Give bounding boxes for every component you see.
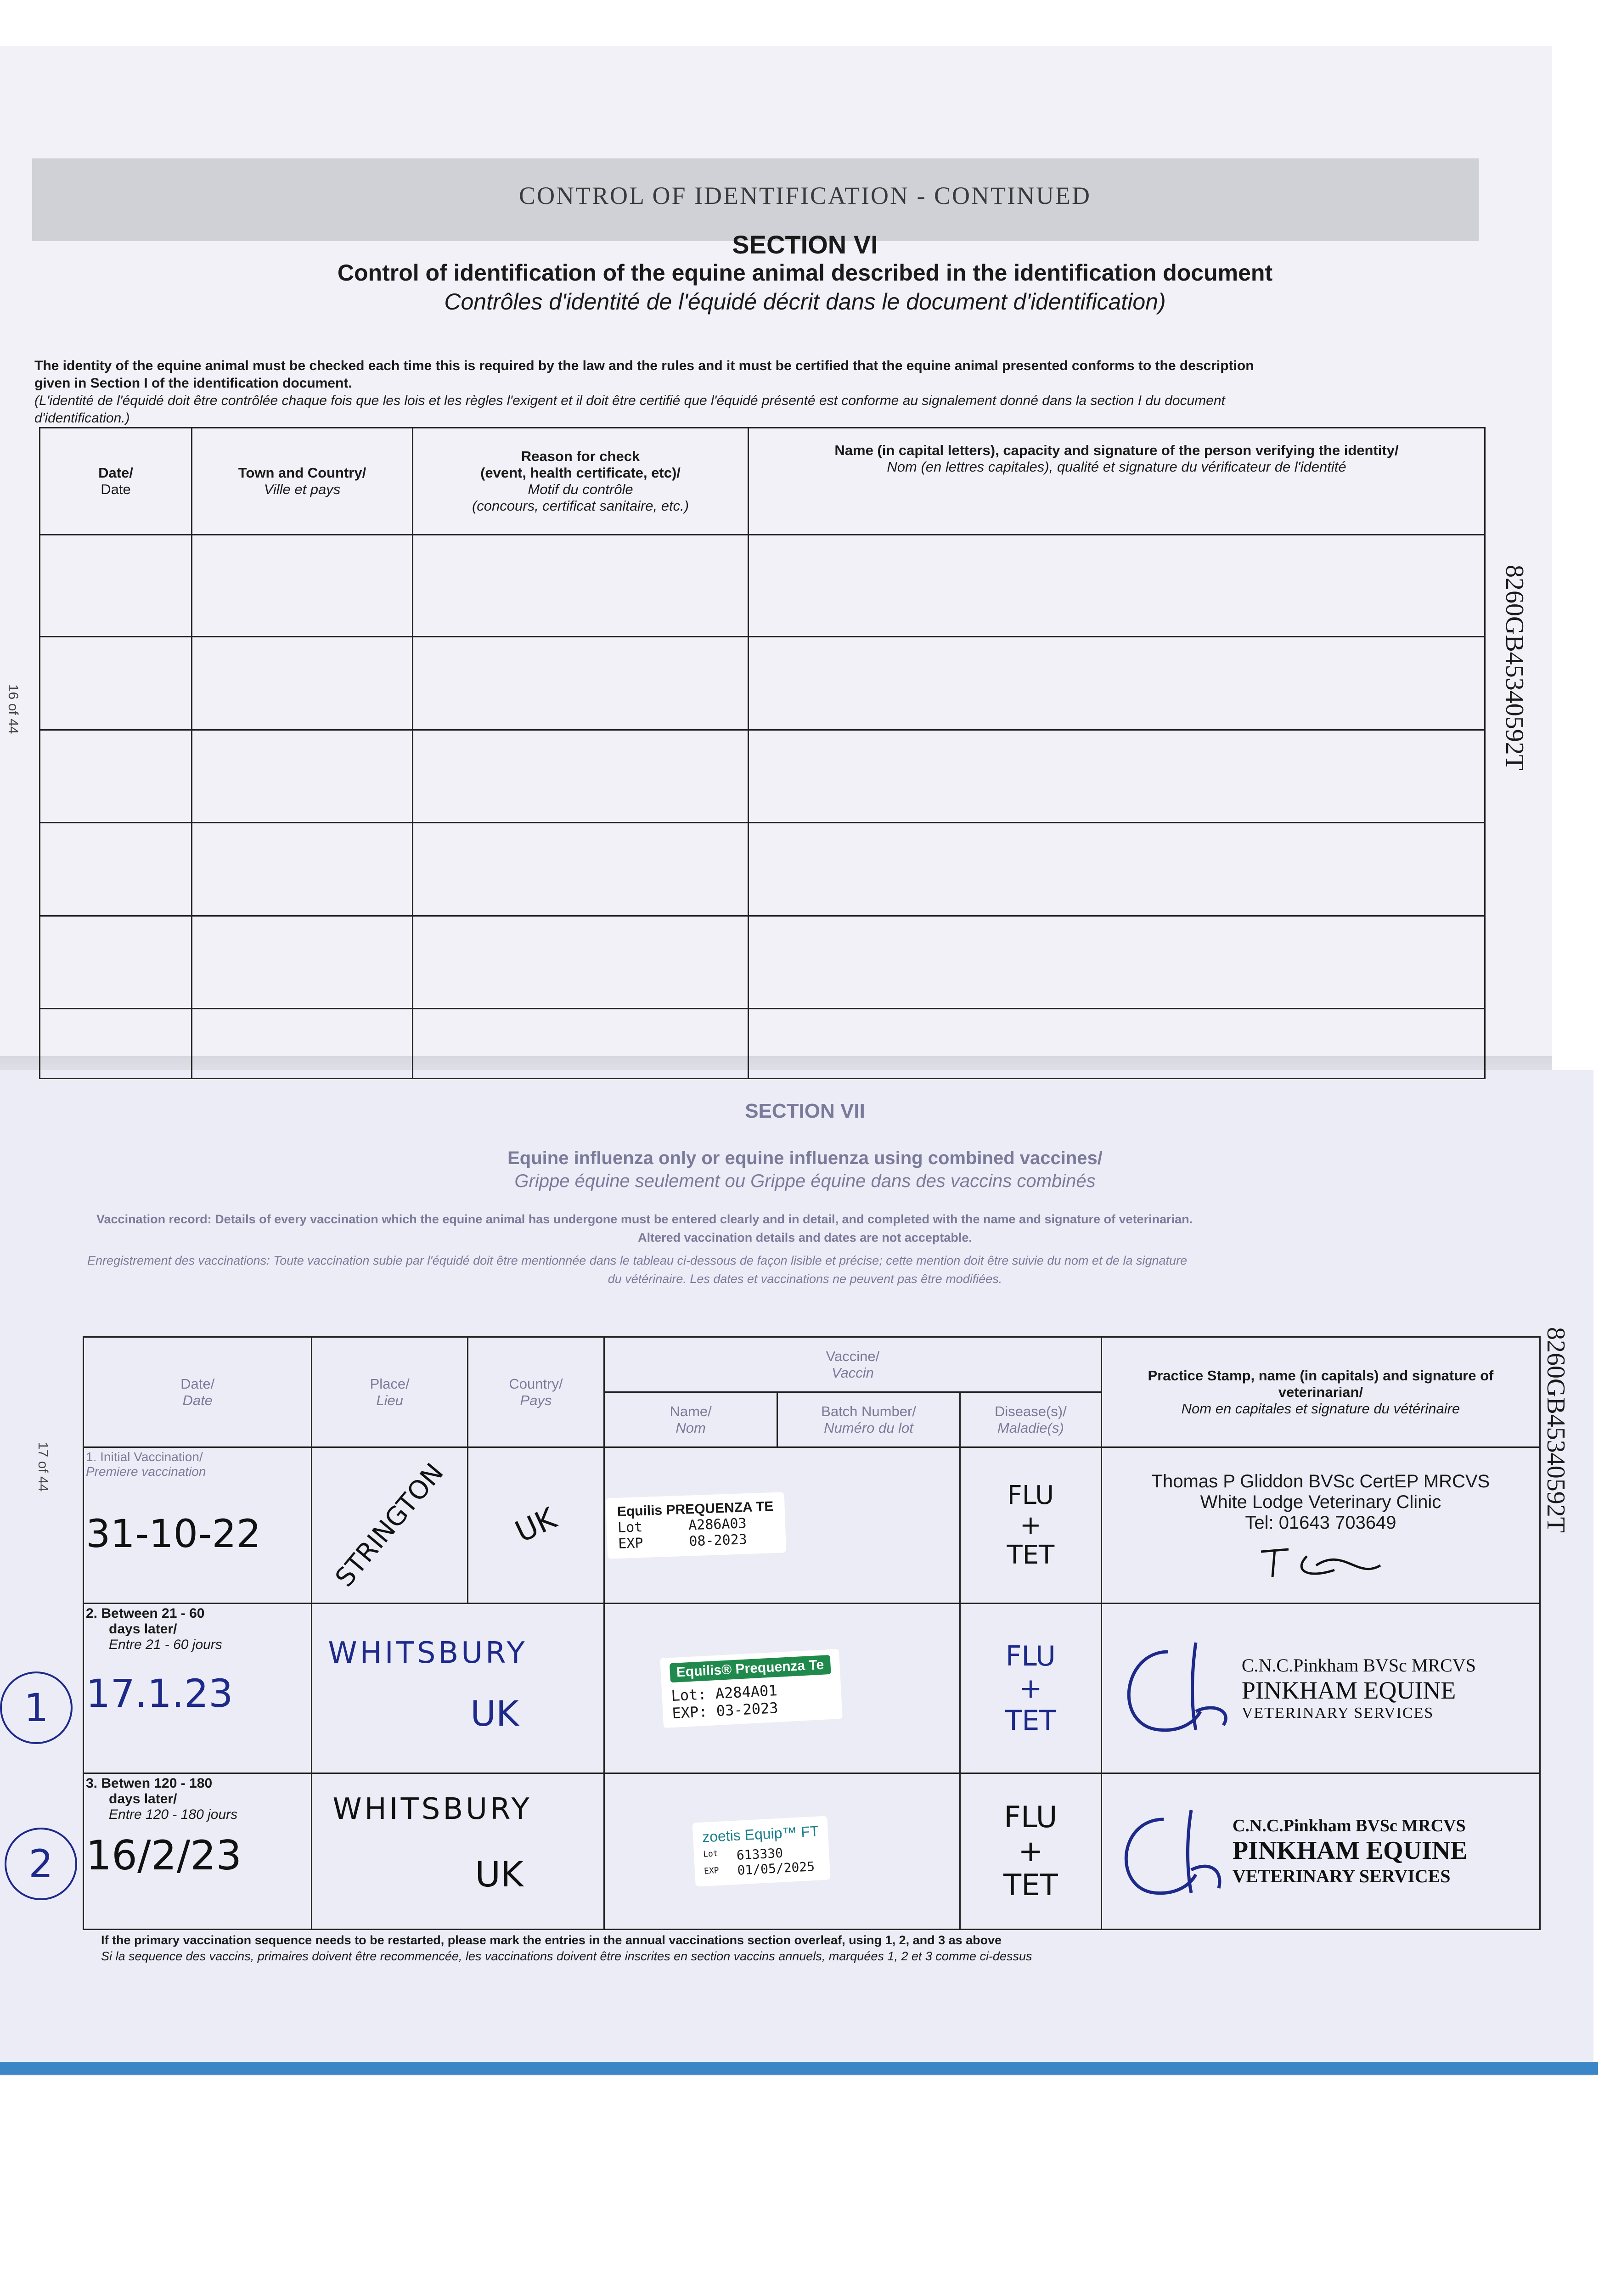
col-date <box>40 428 192 535</box>
sequence-circle-1: 1 <box>0 1671 73 1744</box>
row2-disease-plus: + <box>1019 1672 1042 1705</box>
col-date-fr: Date <box>101 481 131 497</box>
row1-vet-cell[interactable] <box>1101 1447 1540 1604</box>
row3-expiry: 01/05/2025 <box>737 1859 815 1878</box>
cell[interactable] <box>749 637 1485 730</box>
row2-disease-1: FLU <box>1005 1640 1056 1672</box>
vaccination-intro-fr-2: du vétérinaire. Les dates et vaccinations ne peuvent pas être modifiées. <box>608 1272 1002 1286</box>
table-row <box>40 637 1485 730</box>
cell[interactable] <box>749 535 1485 637</box>
row3-disease-plus: + <box>1018 1834 1043 1868</box>
cell[interactable] <box>413 1009 749 1079</box>
col-stamp-fr: Nom en capitales et signature du vétérinaire <box>1181 1400 1460 1417</box>
row1-date-cell[interactable] <box>84 1447 312 1604</box>
row3-vet-name: C.N.C.Pinkham BVSc MRCVS <box>1232 1816 1466 1835</box>
passport-number-bottom: 8260GB45340592T <box>1542 1327 1570 1533</box>
row3-lot-label: Lot <box>703 1848 719 1859</box>
section-vi-title: Control of identification of the equine animal described in the identification document <box>337 260 1273 286</box>
cell[interactable] <box>413 823 749 916</box>
col-reason-fr2: (concours, certificat sanitaire, etc.) <box>472 497 689 514</box>
row2-label-en-2: days later/ <box>109 1621 177 1637</box>
cell[interactable] <box>40 823 192 916</box>
row1-vet-signature <box>1252 1538 1390 1579</box>
col-date-fr: Date <box>182 1392 213 1408</box>
cell[interactable] <box>413 637 749 730</box>
intro-en-line1: The identity of the equine animal must be checked each time this is required by the law and the rules and it must be certified that the equine animal presented conforms to the description <box>34 358 1254 373</box>
row3-place-country-cell[interactable] <box>312 1773 604 1930</box>
intro-fr-line2: d'identification.) <box>34 411 130 426</box>
col-town-en: Town and Country/ <box>238 464 366 481</box>
row1-vet-tel: Tel: 01643 703649 <box>1245 1513 1396 1533</box>
col-date <box>84 1337 312 1447</box>
vaccination-intro-en-2: Altered vaccination details and dates are not acceptable. <box>638 1231 972 1244</box>
cell[interactable] <box>413 730 749 822</box>
table-row <box>40 916 1485 1008</box>
table-row <box>40 535 1485 637</box>
cell[interactable] <box>40 730 192 822</box>
identity-check-table <box>39 427 1486 1079</box>
row3-disease-2: TET <box>1003 1868 1058 1902</box>
row2-vaccine-sticker-cell[interactable] <box>604 1604 960 1773</box>
row3-date-cell[interactable] <box>84 1773 312 1930</box>
col-batch-fr: Numéro du lot <box>824 1419 913 1436</box>
col-name-fr: Nom <box>676 1419 706 1436</box>
col-place-en: Place/ <box>370 1375 410 1392</box>
cell[interactable] <box>40 1009 192 1079</box>
row2-place-country-cell[interactable] <box>312 1604 604 1773</box>
footnote-fr: Si la sequence des vaccins, primaires doivent être recommencée, les vaccinations doivent être inscrites en section vaccins annuels, marquées 1, 2 et 3 comme ci-dessus <box>101 1949 1032 1963</box>
row3-label-en: 3. Betwen 120 - 180 <box>86 1776 213 1791</box>
page-number-16: 16 of 44 <box>6 684 21 734</box>
col-batch-number <box>777 1392 960 1447</box>
row2-vet-name: C.N.C.Pinkham BVSc MRCVS <box>1241 1655 1476 1676</box>
col-verifier-fr: Nom (en lettres capitales), qualité et signature du vérificateur de l'identité <box>887 459 1346 475</box>
cell[interactable] <box>192 535 413 637</box>
intro-en-line2: given in Section I of the identification document. <box>34 376 352 391</box>
vaccination-row-1 <box>84 1447 1540 1604</box>
vaccination-intro-fr: Enregistrement des vaccinations: Toute vaccination subie par l'équidé doit être mentionnée dans le tableau ci-dessous de façon lisible et précise; cette mention doit être suivie du nom et de la signature <box>87 1254 1188 1267</box>
row1-expiry: 08-2023 <box>688 1531 748 1550</box>
row2-vaccine-sticker <box>660 1649 842 1728</box>
row3-vaccine-sticker <box>692 1816 831 1886</box>
col-disease <box>960 1392 1101 1447</box>
cell[interactable] <box>413 916 749 1008</box>
row2-country: UK <box>470 1693 519 1734</box>
col-reason-en: Reason for check <box>521 448 640 464</box>
row1-lot-label: Lot <box>617 1519 643 1536</box>
col-town-country <box>192 428 413 535</box>
cell[interactable] <box>749 823 1485 916</box>
row3-country: UK <box>475 1854 524 1895</box>
passport-number-top: 8260GB45340592T <box>1500 565 1529 771</box>
row3-vet-services: VETERINARY SERVICES <box>1232 1866 1451 1886</box>
row1-place-cell[interactable] <box>312 1447 468 1604</box>
row3-label-en-2: days later/ <box>109 1791 177 1806</box>
col-disease-fr: Maladie(s) <box>997 1419 1064 1436</box>
row2-label-en: 2. Between 21 - 60 <box>86 1606 205 1621</box>
col-reason <box>413 428 749 535</box>
row2-disease-2: TET <box>1005 1704 1056 1737</box>
row2-vet-clinic: PINKHAM EQUINE <box>1241 1677 1456 1704</box>
vaccination-row-3 <box>84 1773 1540 1930</box>
row2-label-fr: Entre 21 - 60 jours <box>109 1637 222 1652</box>
cell[interactable] <box>192 823 413 916</box>
col-place <box>312 1337 468 1447</box>
row1-country: UK <box>510 1501 562 1549</box>
row3-disease-1: FLU <box>1004 1800 1058 1835</box>
row2-batch-number: Lot: A284A01 <box>670 1681 778 1705</box>
col-name-en: Name/ <box>670 1403 712 1419</box>
col-vaccine-en: Vaccine/ <box>826 1348 880 1364</box>
cell[interactable] <box>749 916 1485 1008</box>
table-row <box>40 1009 1485 1079</box>
row3-vaccine-sticker-cell[interactable] <box>604 1773 960 1930</box>
identity-check-header <box>40 428 1485 535</box>
row2-place: WHITSBURY <box>328 1636 528 1670</box>
row2-date-cell[interactable] <box>84 1604 312 1773</box>
col-country-fr: Pays <box>520 1392 552 1408</box>
row1-vet-name: Thomas P Gliddon BVSc CertEP MRCVS <box>1151 1471 1490 1491</box>
row2-disease-cell[interactable] <box>960 1604 1101 1773</box>
row3-disease-cell[interactable] <box>960 1773 1101 1930</box>
cell[interactable] <box>192 916 413 1008</box>
cell[interactable] <box>192 1009 413 1079</box>
row1-vet-clinic: White Lodge Veterinary Clinic <box>1200 1492 1441 1512</box>
col-country-en: Country/ <box>509 1375 563 1392</box>
col-practice-stamp <box>1101 1337 1540 1447</box>
section-vii-subtitle: Grippe équine seulement ou Grippe équine dans des vaccins combinés <box>514 1171 1096 1191</box>
row3-date: 16/2/23 <box>86 1832 242 1879</box>
col-stamp-en: Practice Stamp, name (in capitals) and signature of veterinarian/ <box>1148 1367 1494 1400</box>
col-vaccine-fr: Vaccin <box>831 1364 874 1381</box>
row1-disease-2: TET <box>1007 1540 1055 1570</box>
row3-vet-clinic: PINKHAM EQUINE <box>1232 1836 1468 1865</box>
col-date-en: Date/ <box>180 1375 215 1392</box>
vaccination-table <box>83 1336 1541 1930</box>
cell[interactable] <box>192 637 413 730</box>
row1-disease-1: FLU <box>1007 1480 1054 1510</box>
cell[interactable] <box>40 637 192 730</box>
col-country <box>468 1337 604 1447</box>
row2-vet-signature <box>1104 1633 1242 1744</box>
cell[interactable] <box>40 916 192 1008</box>
col-batch-en: Batch Number/ <box>821 1403 916 1419</box>
row2-vaccine-name: Equilis® Prequenza Te <box>670 1654 831 1682</box>
row1-disease-plus: + <box>1019 1510 1041 1540</box>
section-vii-title: Equine influenza only or equine influenza using combined vaccines/ <box>507 1148 1103 1168</box>
row2-date: 17.1.23 <box>86 1671 233 1716</box>
intro-fr-line1: (L'identité de l'équidé doit être contrôlée chaque fois que les lois et les règles l'exigent et il doit être certifié que l'équidé présenté est conforme au signalement donné dans la section I du document <box>34 393 1225 408</box>
row3-label-fr: Entre 120 - 180 jours <box>109 1807 238 1822</box>
col-vaccine <box>604 1337 1101 1392</box>
row2-expiry: EXP: 03-2023 <box>671 1699 779 1722</box>
col-reason-fr: Motif du contrôle <box>528 481 633 497</box>
vaccination-header-row-1 <box>84 1337 1540 1392</box>
row3-exp-label: EXP <box>704 1865 720 1876</box>
row3-vaccine-name: zoetis Equip™ FT <box>702 1823 820 1846</box>
cell[interactable] <box>192 730 413 822</box>
col-date-en: Date/ <box>98 464 133 481</box>
col-reason-en2: (event, health certificate, etc)/ <box>480 464 681 481</box>
row1-date: 31-10-22 <box>86 1511 261 1556</box>
row1-label-en: 1. Initial Vaccination/ <box>86 1450 203 1464</box>
col-disease-en: Disease(s)/ <box>994 1403 1067 1419</box>
page-number-17: 17 of 44 <box>35 1442 51 1492</box>
row1-disease-cell[interactable] <box>960 1447 1101 1604</box>
row1-vaccine-sticker-cell[interactable] <box>604 1447 960 1604</box>
row1-vaccine-sticker <box>606 1492 786 1559</box>
row3-vet-cell[interactable] <box>1101 1773 1540 1930</box>
cell[interactable] <box>40 535 192 637</box>
row2-vet-cell[interactable] <box>1101 1604 1540 1773</box>
table-row <box>40 823 1485 916</box>
row1-vaccine-name: Equilis PREQUENZA TE <box>617 1498 774 1519</box>
cell[interactable] <box>749 1009 1485 1079</box>
col-town-fr: Ville et pays <box>264 481 341 497</box>
col-verifier-en: Name (in capital letters), capacity and signature of the person verifying the identity/ <box>834 442 1399 458</box>
row1-label-fr: Premiere vaccination <box>86 1464 206 1479</box>
col-place-fr: Lieu <box>376 1392 403 1408</box>
section-vii-heading: SECTION VII <box>745 1100 865 1122</box>
row3-vet-signature <box>1104 1801 1233 1902</box>
section-vi-heading: SECTION VI <box>732 230 878 259</box>
row2-vet-services: VETERINARY SERVICES <box>1241 1705 1434 1722</box>
table-row <box>40 730 1485 822</box>
col-vaccine-name <box>604 1392 777 1447</box>
section-vi-subtitle: Contrôles d'identité de l'équidé décrit dans le document d'identification) <box>444 289 1166 315</box>
band-title: CONTROL OF IDENTIFICATION - CONTINUED <box>519 182 1091 209</box>
sequence-circle-2: 2 <box>5 1828 77 1900</box>
vaccination-row-2 <box>84 1604 1540 1773</box>
cell[interactable] <box>413 535 749 637</box>
row1-batch-number: A286A03 <box>688 1515 747 1534</box>
vaccination-intro-en: Vaccination record: Details of every vaccination which the equine animal has undergone must be entered clearly and in detail, and completed with the name and signature of veterinarian. <box>96 1212 1193 1226</box>
row3-batch-number: 613330 <box>736 1845 783 1863</box>
row1-country-cell[interactable] <box>468 1447 604 1604</box>
cell[interactable] <box>749 730 1485 822</box>
cover-edge <box>0 2062 1598 2075</box>
row3-place: WHITSBURY <box>332 1792 532 1826</box>
row1-place: STRINGTON <box>330 1458 450 1593</box>
col-verifier <box>749 428 1485 535</box>
footnote-en: If the primary vaccination sequence needs to be restarted, please mark the entries in the annual vaccinations section overleaf, using 1, 2, and 3 as above <box>101 1933 1002 1947</box>
row1-exp-label: EXP <box>618 1535 644 1552</box>
